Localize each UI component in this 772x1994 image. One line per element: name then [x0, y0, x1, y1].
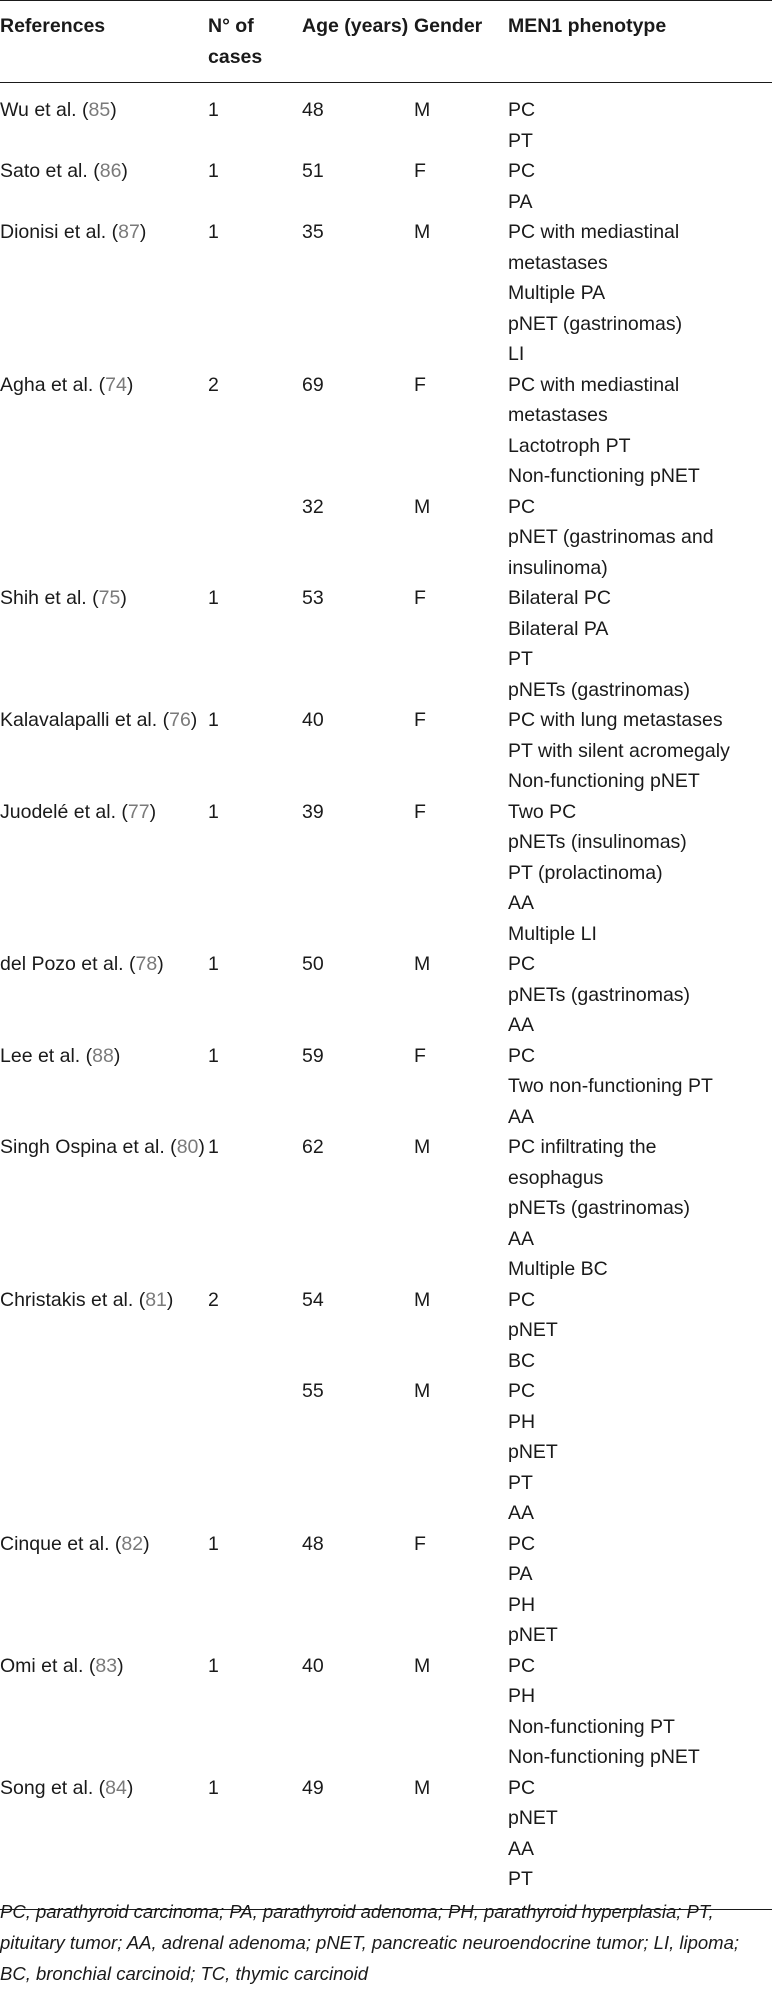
phenotype-line: pNET — [508, 1807, 558, 1829]
cell-phenotype — [508, 1041, 772, 1133]
phenotype-line: Two PC — [508, 800, 577, 823]
cell-age: 53 — [302, 587, 324, 609]
phenotype-line: metastases — [508, 404, 608, 426]
cell-reference — [0, 1376, 208, 1529]
phenotype-line: PT — [508, 129, 533, 152]
citation-link[interactable]: 87 — [118, 221, 140, 243]
phenotype-line: PH — [508, 1593, 536, 1616]
header-cases: N° of cases — [208, 1, 302, 83]
reference-text: Kalavalapalli et al. ( — [0, 709, 170, 731]
cell-phenotype — [508, 1651, 772, 1773]
phenotype-line: PC with lung metastases — [508, 709, 723, 731]
cell-phenotype — [508, 156, 772, 217]
phenotype-line: PA — [508, 190, 533, 213]
reference-text: Shih et al. ( — [0, 587, 99, 609]
phenotype-line: PC — [508, 160, 536, 182]
phenotype-line: PC — [508, 1044, 536, 1067]
reference-text: Agha et al. ( — [0, 373, 106, 396]
cell-age: 40 — [302, 1654, 324, 1677]
cell-reference — [0, 797, 208, 950]
cell-phenotype — [508, 217, 772, 370]
cell-age: 39 — [302, 800, 324, 823]
reference-close: ) — [121, 160, 128, 182]
reference-text: Singh Ospina et al. ( — [0, 1136, 177, 1158]
cell-phenotype — [508, 1773, 772, 1910]
phenotype-line: PC — [508, 1776, 536, 1799]
phenotype-line: PC — [508, 99, 536, 121]
cell-reference — [0, 705, 208, 797]
citation-link[interactable]: 81 — [145, 1288, 167, 1311]
cell-cases: 2 — [208, 1288, 219, 1311]
phenotype-line: PC — [508, 1380, 536, 1402]
cell-cases: 1 — [208, 1136, 219, 1158]
cell-cases — [208, 492, 302, 584]
citation-link[interactable]: 83 — [95, 1654, 118, 1677]
cell-age: 50 — [302, 953, 324, 975]
reference-close: ) — [120, 587, 127, 609]
citation-link[interactable]: 78 — [135, 953, 158, 975]
phenotype-line: pNETs (gastrinomas) — [508, 983, 691, 1006]
cell-reference — [0, 1285, 208, 1377]
phenotype-line: PA — [508, 1563, 533, 1585]
cell-phenotype — [508, 1285, 772, 1377]
cell-phenotype — [508, 583, 772, 705]
phenotype-line: PC — [508, 1532, 536, 1555]
phenotype-line: PH — [508, 1685, 536, 1707]
cell-phenotype — [508, 1529, 772, 1651]
cell-reference — [0, 1132, 208, 1285]
citation-link[interactable]: 82 — [121, 1532, 144, 1555]
cell-cases: 1 — [208, 953, 219, 975]
citation-link[interactable]: 88 — [92, 1044, 114, 1067]
header-phenotype: MEN1 phenotype — [508, 1, 772, 83]
cell-gender: M — [414, 1380, 431, 1402]
cell-age: 49 — [302, 1773, 414, 1910]
table-row — [0, 83, 772, 157]
cell-age: 51 — [302, 160, 324, 182]
cell-gender: M — [414, 495, 431, 518]
table-row — [0, 156, 772, 217]
cell-cases: 2 — [208, 373, 219, 396]
cell-age: 55 — [302, 1380, 324, 1402]
citation-link[interactable]: 74 — [105, 373, 127, 396]
reference-text: Omi et al. ( — [0, 1654, 96, 1677]
phenotype-line: PT (prolactinoma) — [508, 861, 663, 884]
cell-gender: M — [414, 1136, 431, 1158]
table-row — [0, 1041, 772, 1133]
citation-link[interactable]: 76 — [169, 709, 191, 731]
phenotype-line: Non-functioning PT — [508, 1715, 675, 1738]
reference-close: ) — [117, 1654, 124, 1677]
citation-link[interactable]: 86 — [99, 160, 122, 182]
cell-gender: M — [414, 221, 431, 243]
cell-phenotype — [508, 797, 772, 950]
reference-text: Juodelé et al. ( — [0, 800, 128, 823]
cell-age: 35 — [302, 221, 324, 243]
header-row — [0, 1, 772, 83]
phenotype-line: metastases — [508, 251, 608, 274]
cell-reference — [0, 492, 208, 584]
citation-link[interactable]: 84 — [105, 1776, 127, 1799]
phenotype-line: AA — [508, 1227, 535, 1250]
phenotype-line: Non-functioning pNET — [508, 465, 700, 487]
cell-age: 62 — [302, 1136, 324, 1158]
phenotype-line: Multiple LI — [508, 922, 597, 945]
phenotype-line: Bilateral PC — [508, 587, 611, 609]
reference-close: ) — [157, 953, 164, 975]
table-row — [0, 1376, 772, 1529]
reference-text: Wu et al. ( — [0, 99, 89, 121]
cell-gender: F — [414, 587, 426, 609]
reference-text: Dionisi et al. ( — [0, 221, 119, 243]
phenotype-line: pNETs (gastrinomas) — [508, 678, 691, 701]
cell-gender: M — [414, 953, 431, 975]
citation-link[interactable]: 77 — [127, 800, 150, 823]
cell-age: 69 — [302, 373, 324, 396]
table-row — [0, 1651, 772, 1773]
phenotype-line: PC — [508, 495, 536, 518]
cell-reference — [0, 217, 208, 370]
table-row — [0, 1773, 772, 1910]
cell-reference — [0, 83, 208, 157]
table-row — [0, 949, 772, 1041]
cell-reference — [0, 949, 208, 1041]
phenotype-line: pNETs (insulinomas) — [508, 831, 687, 853]
phenotype-line: AA — [508, 1837, 535, 1860]
phenotype-line: AA — [508, 1014, 535, 1036]
reference-text: Lee et al. ( — [0, 1044, 93, 1067]
phenotype-line: PC with mediastinal — [508, 221, 680, 243]
cell-cases: 1 — [208, 160, 219, 182]
phenotype-line: PH — [508, 1410, 536, 1433]
cell-reference — [0, 370, 208, 492]
header-gender: Gender — [414, 1, 508, 83]
cell-reference — [0, 1773, 208, 1910]
header-age: Age (years) — [302, 1, 414, 83]
cell-phenotype — [508, 492, 772, 584]
cell-cases: 1 — [208, 1654, 219, 1677]
table-row — [0, 1529, 772, 1651]
phenotype-line: PC with mediastinal — [508, 373, 680, 396]
phenotype-line: PC — [508, 1654, 536, 1677]
phenotype-line: PT with silent acromegaly — [508, 739, 730, 762]
reference-close: ) — [110, 99, 117, 121]
phenotype-line: pNET — [508, 1441, 558, 1463]
cell-cases: 1 — [208, 709, 219, 731]
reference-text: Cinque et al. ( — [0, 1532, 122, 1555]
reference-close: ) — [149, 800, 157, 823]
cell-cases: 1 — [208, 1044, 219, 1067]
cell-cases: 1 — [208, 221, 219, 243]
table-row — [0, 583, 772, 705]
phenotype-line: AA — [508, 892, 535, 914]
table-row — [0, 1132, 772, 1285]
cell-age: 59 — [302, 1044, 324, 1067]
cell-gender: F — [414, 709, 426, 731]
table-row — [0, 1285, 772, 1377]
phenotype-line: PT — [508, 1471, 533, 1494]
table-row — [0, 370, 772, 492]
cell-cases — [208, 1376, 302, 1529]
cell-gender: M — [414, 1288, 431, 1311]
phenotype-line: pNET — [508, 1319, 558, 1341]
cell-reference — [0, 1041, 208, 1133]
cell-gender: M — [414, 99, 431, 121]
cell-age: 48 — [302, 99, 324, 121]
table-header — [0, 1, 772, 83]
citation-link[interactable]: 75 — [98, 587, 121, 609]
cell-gender: F — [414, 160, 426, 182]
table-row — [0, 705, 772, 797]
cell-phenotype — [508, 1132, 772, 1285]
table-row — [0, 217, 772, 370]
reference-close: ) — [139, 221, 147, 243]
phenotype-line: Multiple PA — [508, 282, 606, 304]
phenotype-line: pNET (gastrinomas and — [508, 526, 714, 548]
phenotype-line: pNET — [508, 1624, 558, 1646]
cell-reference — [0, 583, 208, 705]
citation-link[interactable]: 80 — [176, 1136, 199, 1158]
phenotype-line: PT — [508, 648, 533, 670]
cell-gender: F — [414, 800, 426, 823]
phenotype-line: BC — [508, 1349, 536, 1372]
phenotype-line: Bilateral PA — [508, 617, 609, 640]
phenotype-line: pNET (gastrinomas) — [508, 312, 683, 335]
cell-phenotype — [508, 1376, 772, 1529]
cell-reference — [0, 1529, 208, 1651]
table-footnote: PC, parathyroid carcinoma; PA, parathyroid adenoma; PH, parathyroid hyperplasia; PT, pituitary tumor; AA, adrenal adenoma; pNET, pancreatic neuroendocrine tumor; LI, lipoma; BC, bronchial carcinoid; TC, thymic carcinoid — [0, 1901, 740, 1984]
cell-age: 54 — [302, 1288, 324, 1311]
reference-text: Christakis et al. ( — [0, 1288, 146, 1311]
reference-close: ) — [113, 1044, 121, 1067]
citation-link[interactable]: 85 — [88, 99, 111, 121]
phenotype-line: PC — [508, 953, 536, 975]
phenotype-line: AA — [508, 1105, 535, 1128]
phenotype-line: Non-functioning pNET — [508, 770, 700, 792]
cell-cases: 1 — [208, 587, 219, 609]
cell-reference — [0, 156, 208, 217]
cell-gender: M — [414, 1773, 508, 1910]
header-references: References — [0, 1, 208, 83]
phenotype-line: PC infiltrating the — [508, 1136, 657, 1158]
reference-text: del Pozo et al. ( — [0, 953, 136, 975]
phenotype-line: PT — [508, 1868, 533, 1890]
cell-gender: F — [414, 1532, 426, 1555]
reference-close: ) — [126, 1776, 134, 1799]
phenotype-line: pNETs (gastrinomas) — [508, 1197, 691, 1219]
phenotype-line: esophagus — [508, 1166, 604, 1189]
phenotype-line: Non-functioning pNET — [508, 1746, 700, 1768]
reference-text: Sato et al. ( — [0, 160, 100, 182]
cell-gender: F — [414, 1044, 426, 1067]
phenotype-line: Two non-functioning PT — [508, 1075, 713, 1097]
reference-close: ) — [143, 1532, 150, 1555]
cell-cases: 1 — [208, 99, 219, 121]
table-row — [0, 492, 772, 584]
reference-close: ) — [198, 1136, 205, 1158]
reference-close: ) — [166, 1288, 174, 1311]
reference-close: ) — [190, 709, 198, 731]
cell-age: 40 — [302, 709, 324, 731]
cell-reference — [0, 1651, 208, 1773]
cell-age: 48 — [302, 1532, 324, 1555]
cell-gender: M — [414, 1654, 431, 1677]
table-row — [0, 797, 772, 950]
cell-phenotype — [508, 83, 772, 157]
cell-age: 32 — [302, 495, 324, 518]
cell-phenotype — [508, 705, 772, 797]
cell-cases: 1 — [208, 1532, 219, 1555]
table-body — [0, 83, 772, 1910]
reference-close: ) — [126, 373, 134, 396]
phenotype-line: PC — [508, 1288, 536, 1311]
cell-phenotype — [508, 949, 772, 1041]
reference-text: Song et al. ( — [0, 1776, 106, 1799]
phenotype-line: insulinoma) — [508, 556, 608, 579]
cell-gender: F — [414, 373, 426, 396]
phenotype-line: LI — [508, 343, 525, 365]
phenotype-line: AA — [508, 1502, 535, 1524]
cell-cases: 1 — [208, 800, 219, 823]
cell-phenotype — [508, 370, 772, 492]
phenotype-line: Multiple BC — [508, 1258, 608, 1280]
cell-cases: 1 — [208, 1773, 302, 1910]
phenotype-line: Lactotroph PT — [508, 434, 631, 457]
